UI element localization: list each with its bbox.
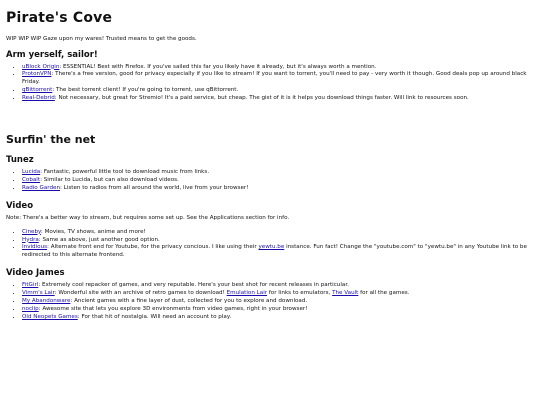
link-invidious[interactable]: Invidious: [22, 244, 48, 251]
video-list: [6, 229, 532, 261]
subsection-heading-games: Video James: [6, 268, 65, 279]
item-description: : The best torrent client! If you're going to torrent, use qBittorrent.: [52, 87, 239, 94]
section-heading-arm: Arm yerself, sailor!: [6, 49, 98, 60]
item-description: : Extremely cool repacker of games, and very reputable. Here's your best shot for recent releases in particular.: [38, 282, 349, 289]
link-lucida[interactable]: Lucida: [22, 169, 41, 176]
games-list: [6, 282, 532, 322]
link-the-vault[interactable]: The Vault: [332, 290, 359, 297]
page-title: Pirate's Cove: [6, 10, 113, 26]
item-description: for all the games.: [358, 290, 410, 297]
list-item: [22, 282, 532, 290]
intro-text: WIP WIP WIP Gaze upon my wares! Trusted means to get the goods.: [6, 36, 197, 42]
list-item: [22, 185, 532, 193]
section-heading-surf: Surfin' the net: [6, 133, 96, 147]
list-item: [22, 290, 532, 298]
item-description: : Same as above, just another good option.: [38, 236, 160, 243]
link-vimms-lair[interactable]: Vimm's Lair: [22, 290, 55, 297]
list-item: [22, 87, 532, 95]
link-ublock-origin[interactable]: uBlock Origin: [22, 63, 60, 70]
item-description: : Alternate front end for Youtube, for the privacy concious. I like using their: [47, 244, 259, 251]
link-noclip[interactable]: noclip: [22, 306, 39, 313]
list-item: [22, 71, 532, 87]
link-radio-garden[interactable]: Radio Garden: [22, 185, 60, 192]
list-item: [22, 298, 532, 306]
item-description: : Wonderful site with an archive of retro games to download!: [54, 290, 227, 297]
item-description: : There's a free version, good for privacy especially if you like to stream! If you want to torrent, you'll need to pay - very worth it though. Good deals pop up around black Friday.: [22, 71, 527, 86]
link-fitgirl[interactable]: FitGirl: [22, 282, 39, 289]
item-description: : Movies, TV shows, anime and more!: [40, 228, 146, 235]
item-description: : Ancient games with a fine layer of dust, collected for you to explore and download.: [70, 298, 308, 305]
list-item: [22, 314, 532, 322]
link-old-neopets-games[interactable]: Old Neopets Games: [22, 314, 78, 321]
arm-list: [6, 64, 532, 104]
list-item: [22, 64, 532, 72]
item-description: : Listen to radios from all around the world, live from your browser!: [60, 185, 249, 192]
list-item: [22, 244, 532, 260]
link-my-abandonware[interactable]: My Abandonware: [22, 298, 71, 305]
item-description: for links to emulators,: [267, 290, 333, 297]
link-hydra[interactable]: Hydra: [22, 236, 39, 243]
list-item: [22, 177, 532, 185]
item-description: : Awesome site that lets you explore 3D environments from video games, right in your browser!: [38, 306, 308, 313]
subsection-heading-tunez: Tunez: [6, 155, 34, 166]
link-emulation-lair[interactable]: Emulation Lair: [226, 290, 268, 297]
video-note: Note: There's a better way to stream, but requires some set up. See the Applications section for info.: [6, 215, 290, 222]
link-protonvpn[interactable]: ProtonVPN: [22, 71, 52, 78]
link-yewtube[interactable]: yewtu.be: [258, 244, 285, 251]
link-real-debrid[interactable]: Real-Debrid: [22, 95, 55, 102]
link-cobalt[interactable]: Cobalt: [22, 177, 41, 184]
item-description: : ESSENTIAL! Best with Firefox. If you've sailed this far you likely have it already, but it's always worth a mention.: [59, 63, 377, 70]
link-qbittorrent[interactable]: qBittorrent: [22, 87, 53, 94]
link-cineby[interactable]: Cineby: [22, 228, 41, 235]
item-description: : Similar to Lucida, but can also download videos.: [40, 177, 179, 184]
list-item: [22, 169, 532, 177]
list-item: [22, 229, 532, 237]
item-description: instance. Fun fact! Change the "youtube.com" to "yewtu.be" in any Youtube link to be redirected to this alternate frontend.: [22, 244, 527, 259]
item-description: : Not necessary, but great for Stremio! It's a paid service, but cheap. The gist of it is it helps you download things faster. Will link to resources soon.: [54, 95, 469, 102]
tunez-list: [6, 169, 532, 193]
item-description: : Fantastic, powerful little tool to download music from links.: [40, 169, 210, 176]
item-description: : For that hit of nostalgia. Will need an account to play.: [77, 314, 232, 321]
list-item: [22, 237, 532, 245]
list-item: [22, 95, 532, 103]
subsection-heading-video: Video: [6, 201, 34, 212]
list-item: [22, 306, 532, 314]
